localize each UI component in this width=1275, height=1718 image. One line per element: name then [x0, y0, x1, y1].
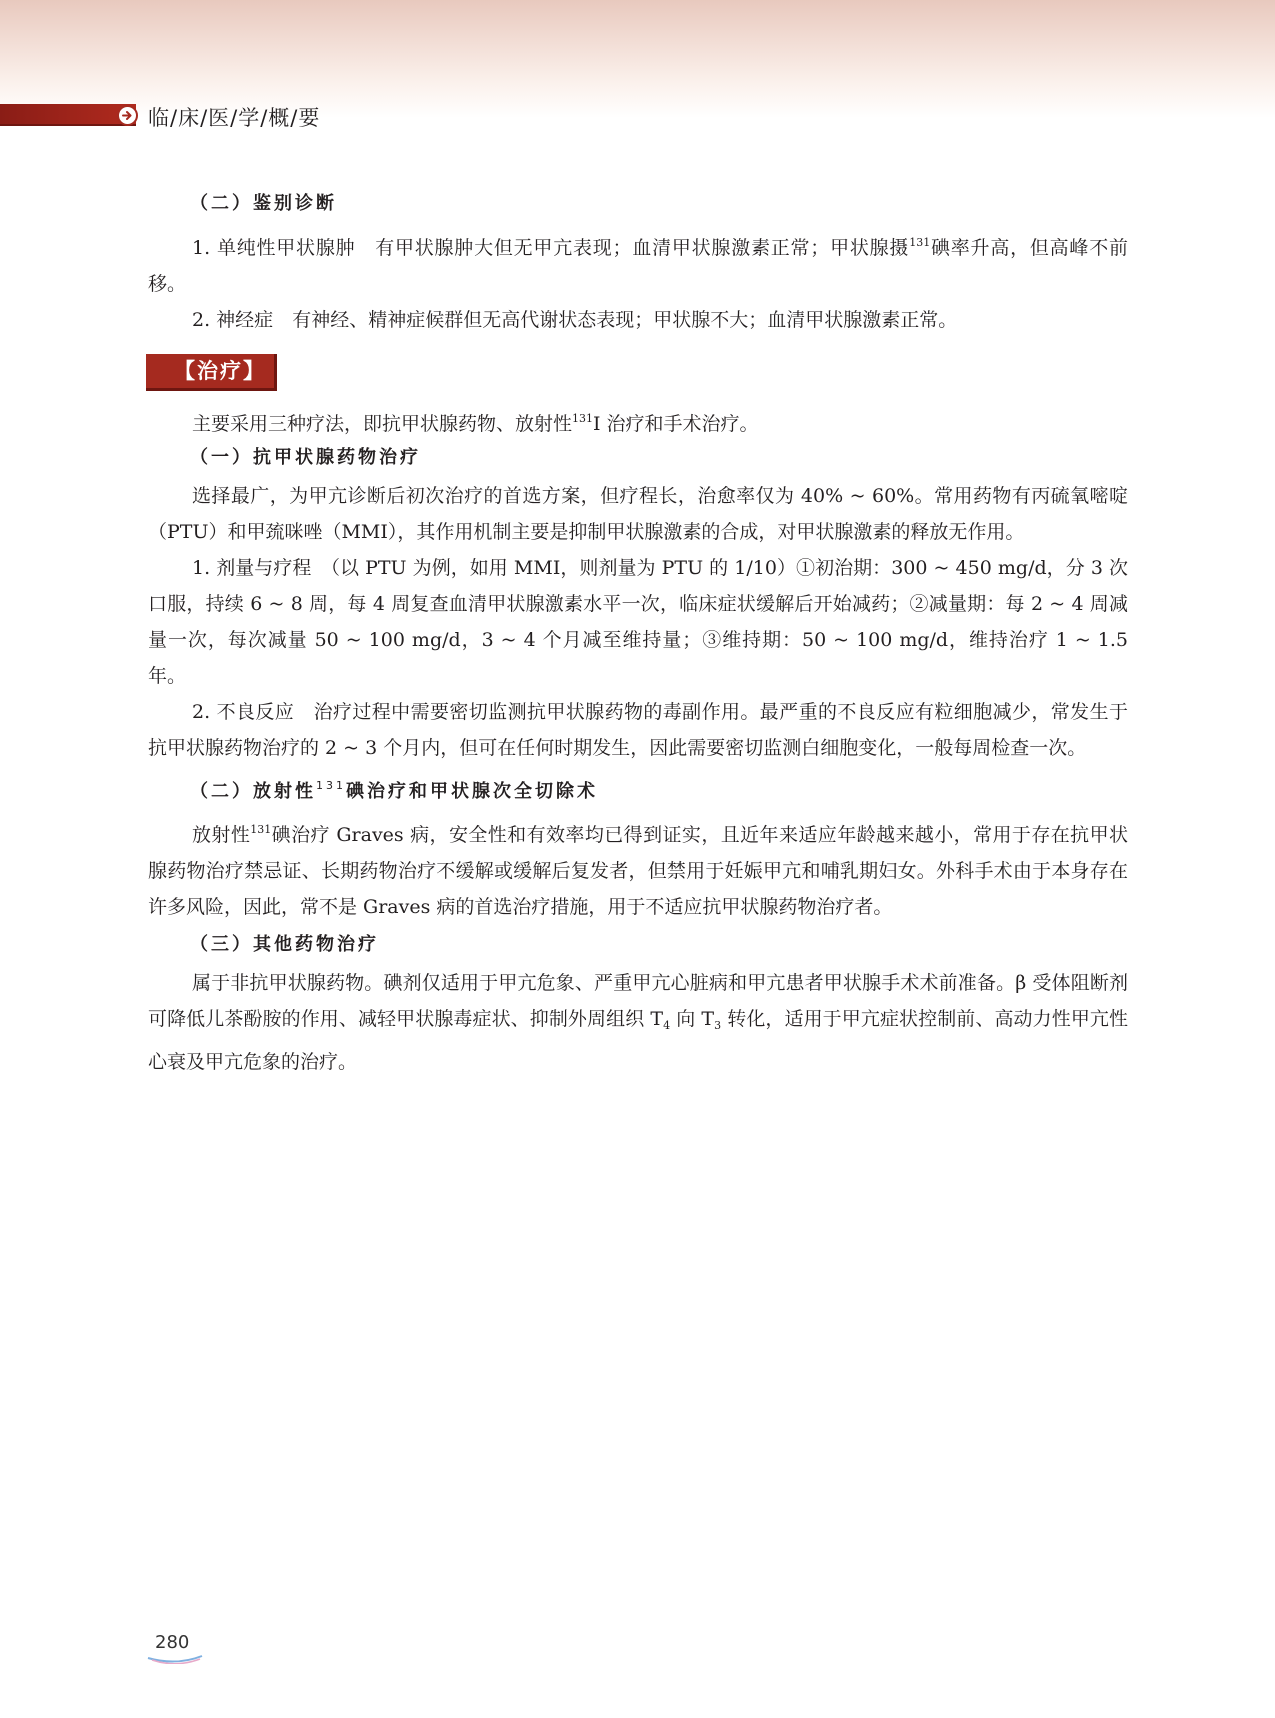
- page-number-swoosh-icon: [146, 1650, 206, 1664]
- superscript: 131: [909, 236, 931, 249]
- paragraph-simple-goiter: [148, 225, 1128, 302]
- item-text: 治疗过程中需要密切监测抗甲状腺药物的毒副作用。最严重的不良反应有粒细胞减少，常发生于抗甲状腺药物治疗的 2 ~ 3 个月内，但可在任何时期发生，因此需要密切监测白细胞变化，一般每周检查一次。: [148, 701, 1128, 759]
- para-text: 转化，适用于甲亢症状控制前、高动力性甲亢性心衰及甲亢危象的治疗。: [148, 1008, 1128, 1073]
- paragraph-treatment-intro: [148, 401, 1128, 442]
- page-number: 280: [155, 1632, 190, 1653]
- heading-text: 碘治疗和甲状腺次全切除术: [346, 781, 598, 802]
- paragraph-other-drugs: [148, 965, 1128, 1080]
- header-band: [0, 0, 1275, 118]
- subscript: 4: [663, 1019, 671, 1032]
- header-accent-line: [0, 124, 136, 126]
- paragraph-antithyroid-overview: 选择最广，为甲亢诊断后初次治疗的首选方案，但疗程长，治愈率仅为 40% ~ 60%。常用药物有丙硫氧嘧啶（PTU）和甲巯咪唑（MMI），其作用机制主要是抑制甲状腺激素的合成，对甲状腺激素的释放无作用。: [148, 485, 1128, 543]
- superscript: 131: [572, 412, 594, 425]
- item-lead: 1. 剂量与疗程: [192, 557, 312, 579]
- subscript: 3: [714, 1019, 722, 1032]
- para-text: 碘治疗 Graves 病，安全性和有效率均已得到证实，且近年来适应年龄越来越小，常用于存在抗甲状腺药物治疗禁忌证、长期药物治疗不缓解或缓解后复发者，但禁用于妊娠甲亢和哺乳期妇女。外科手术由于本身存在许多风险，因此，常不是 Graves 病的首选治疗措施，用于不适应抗甲状腺药物治疗者。: [148, 824, 1128, 918]
- superscript: 131: [316, 779, 346, 792]
- book-title: 临/床/医/学/概/要: [148, 106, 321, 130]
- heading-text: （二）放射性: [190, 781, 316, 802]
- item-lead: 2. 不良反应: [192, 701, 295, 723]
- paragraph-adverse-reactions: [148, 694, 1128, 766]
- paragraph-dosage: [148, 550, 1128, 694]
- header-accent-bar: [0, 104, 136, 126]
- intro-text: 主要采用三种疗法，即抗甲状腺药物、放射性: [192, 413, 573, 435]
- section-heading-radioiodine-surgery: [148, 774, 1128, 804]
- page-content: [148, 192, 1128, 1080]
- item-text: 有甲状腺肿大但无甲亢表现；血清甲状腺激素正常；甲状腺摄: [375, 237, 910, 259]
- para-text: 放射性: [192, 824, 251, 846]
- item-lead: 1. 单纯性甲状腺肿: [192, 237, 356, 259]
- para-text: 属于非抗甲状腺药物。碘剂仅适用于甲亢危象、严重甲亢心脏病和甲亢患者甲状腺手术术前准备。β 受体阻断剂可降低儿茶酚胺的作用、减轻甲状腺毒症状、抑制外周组织 T: [148, 972, 1128, 1030]
- intro-text: I 治疗和手术治疗。: [593, 413, 759, 435]
- arrow-right-circle-icon: [117, 105, 138, 126]
- section-heading-differential-diagnosis: （二）鉴别诊断: [190, 193, 337, 214]
- paragraph-neurosis: [148, 302, 1128, 338]
- section-heading-antithyroid-drugs: （一）抗甲状腺药物治疗: [190, 447, 421, 468]
- section-heading-other-drugs: （三）其他药物治疗: [190, 934, 379, 955]
- treatment-tag-wrapper: [146, 354, 1128, 391]
- item-lead: 2. 神经症: [192, 309, 274, 331]
- item-text: 有神经、精神症候群但无高代谢状态表现；甲状腺不大；血清甲状腺激素正常。: [292, 309, 958, 331]
- para-text: 向 T: [670, 1008, 715, 1030]
- item-text: （以 PTU 为例，如用 MMI，则剂量为 PTU 的 1/10）①初治期：300 ~ 450 mg/d，分 3 次口服，持续 6 ~ 8 周，每 4 周复查血清甲状腺激素水平一次，临床症状缓解后开始减药；②减量期：每 2 ~ 4 周减量一次，每次减量 50 ~ 100 mg/d，3 ~ 4 个月减至维持量；③维持期：50 ~ 100 mg/d，维持治疗 1 ~ 1.5 年。: [148, 557, 1128, 687]
- paragraph-radioiodine: [148, 812, 1128, 925]
- item-text: 碘率升高，但高峰不前移。: [148, 237, 1128, 295]
- section-tag-treatment: 【治疗】: [146, 354, 277, 391]
- superscript: 131: [250, 823, 272, 836]
